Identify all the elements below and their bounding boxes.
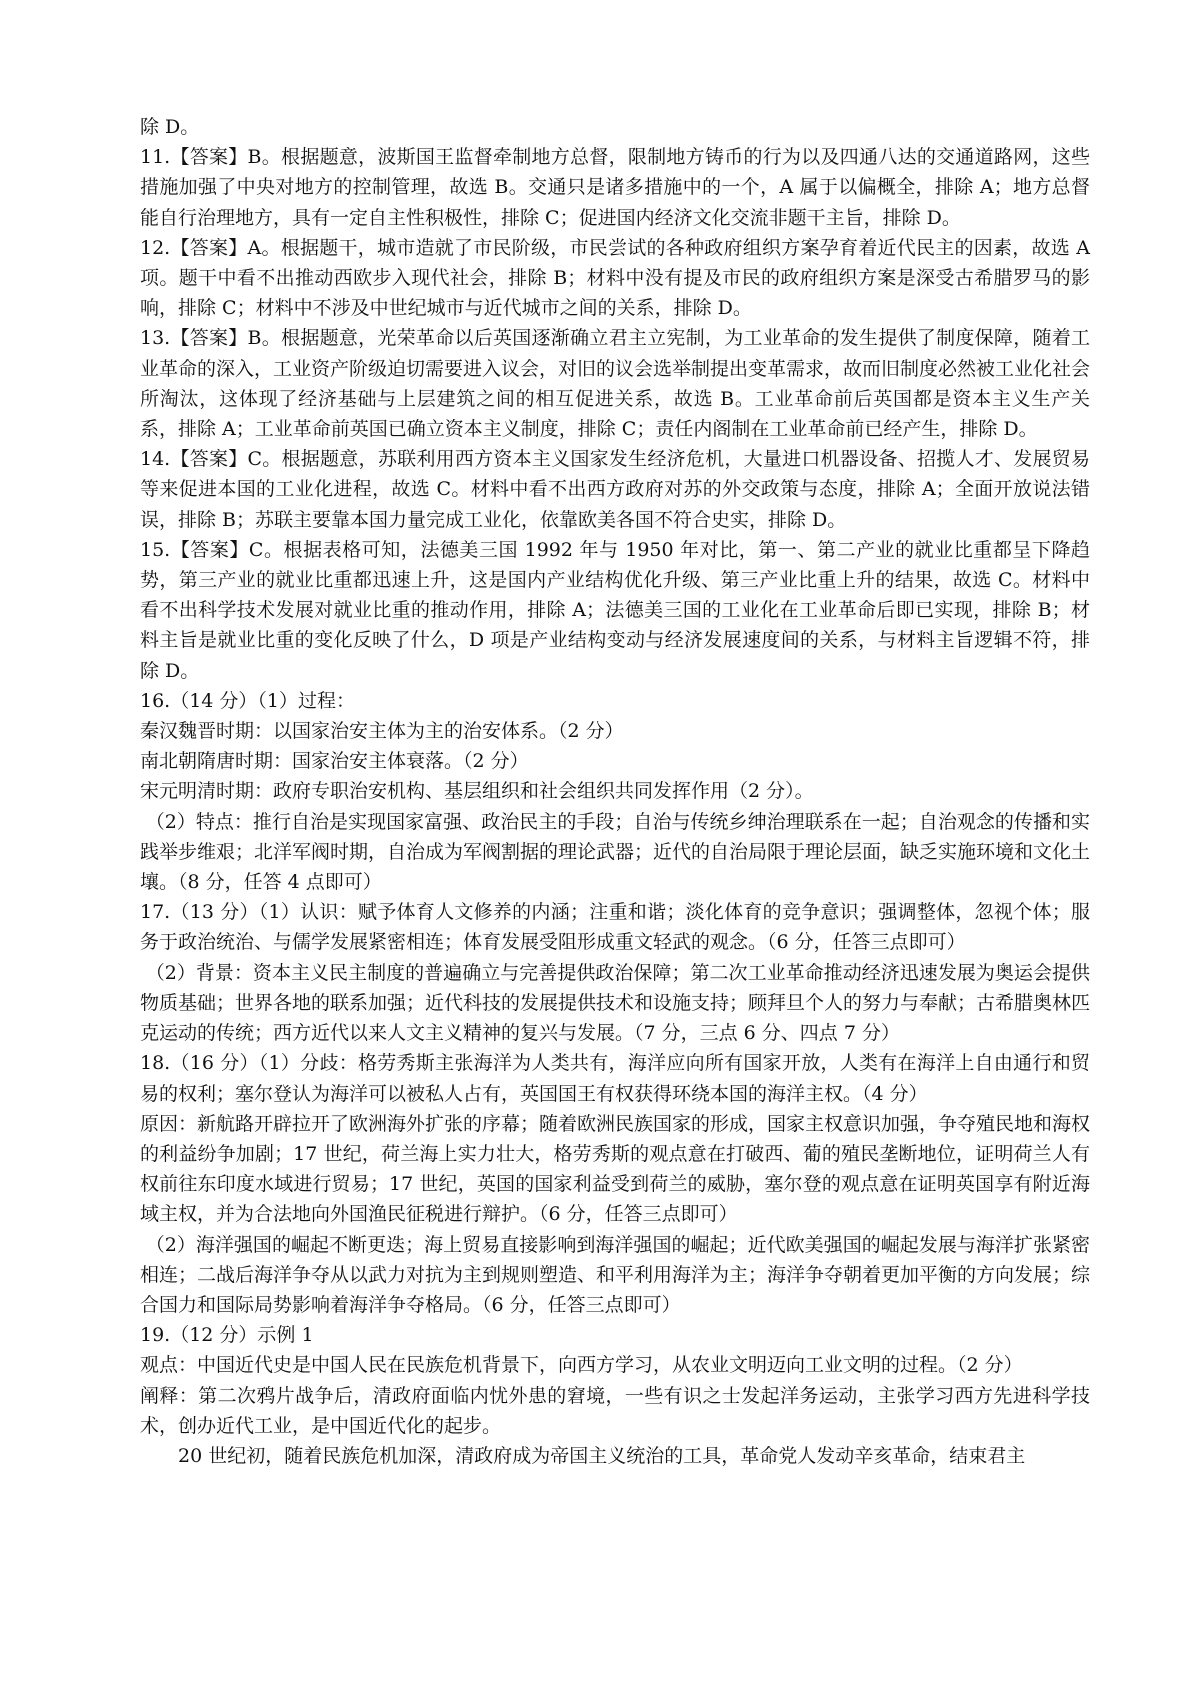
answer-13: 13.【答案】B。根据题意，光荣革命以后英国逐渐确立君主立宪制，为工业革命的发生提供了制度保障，随着工业革命的深入，工业资产阶级迫切需要进入议会，对旧的议会选举制提出变革需求，故而旧制度必然被工业化社会所淘汰，这体现了经济基础与上层建筑之间的相互促进关系，故选 B。工业革命前后英国都是资本主义生产关系，排除 A；工业革命前英国已确立资本主义制度，排除 C；责任内阁制在工业革命前已经产生，排除 D。 — [140, 327, 1091, 441]
answer-17-part1: 17.（13 分）（1）认识：赋予体育人文修养的内涵；注重和谐；淡化体育的竞争意识；强调整体，忽视个体；服务于政治统治、与儒学发展紧密相连；体育发展受阻形成重文轻武的观念。（6 分，任答三点即可） — [140, 901, 1090, 954]
answer-18-reasons: 原因：新航路开辟拉开了欧洲海外扩张的序幕；随着欧洲民族国家的形成，国家主权意识加强，争夺殖民地和海权的利益纷争加剧；17 世纪，荷兰海上实力壮大，格劳秀斯的观点意在打破西、葡的殖民垄断地位，证明荷兰人有权前往东印度水域进行贸易；17 世纪，英国的国家利益受到荷兰的威胁，塞尔登的观点意在证明英国享有附近海域主权，并为合法地向外国渔民征税进行辩护。（6 分，任答三点即可） — [140, 1112, 1091, 1226]
answer-11: 11.【答案】B。根据题意，波斯国王监督牵制地方总督，限制地方铸币的行为以及四通八达的交通道路网，这些措施加强了中央对地方的控制管理，故选 B。交通只是诸多措施中的一个，A 属于以偏概全，排除 A；地方总督能自行治理地方，具有一定自主性积极性，排除 C；促进国内经济文化交流非题干主旨，排除 D。 — [140, 146, 1090, 229]
answer-16-heading: 16.（14 分）（1）过程： — [140, 689, 356, 712]
answer-15: 15.【答案】C。根据表格可知，法德美三国 1992 年与 1950 年对比，第一、第二产业的就业比重都呈下降趋势，第三产业的就业比重都迅速上升，这是国内产业结构优化升级、第三产业比重上升的结果，故选 C。材料中看不出科学技术发展对就业比重的推动作用，排除 A；法德美三国的工业化在工业革命后即已实现，排除 B；材料主旨是就业比重的变化反映了什么，D 项是产业结构变动与经济发展速度间的关系，与材料主旨逻辑不符，排除 D。 — [140, 538, 1090, 682]
answer-16-nanbei: 南北朝隋唐时期：国家治安主体衰落。（2 分） — [140, 750, 529, 773]
answer-19-heading: 19.（12 分）示例 1 — [140, 1324, 314, 1347]
answer-12: 12.【答案】A。根据题干，城市造就了市民阶级，市民尝试的各种政府组织方案孕育着近代民主的因素，故选 A 项。题干中看不出推动西欧步入现代社会，排除 B；材料中没有提及市民的政府组织方案是深受古希腊罗马的影响，排除 C；材料中不涉及中世纪城市与近代城市之间的关系，排除 D。 — [140, 236, 1090, 320]
answer-17-part2: （2）背景：资本主义民主制度的普遍确立与完善提供政治保障；第二次工业革命推动经济迅速发展为奥运会提供物质基础；世界各地的联系加强；近代科技的发展提供技术和设施支持；顾拜旦个人的努力与奉献；古希腊奥林匹克运动的传统；西方近代以来人文主义精神的复兴与发展。（7 分，三点 6 分、四点 7 分） — [140, 961, 1091, 1045]
answer-19-explanation: 阐释：第二次鸦片战争后，清政府面临内忧外患的窘境，一些有识之士发起洋务运动，主张学习西方先进科学技术，创办近代工业，是中国近代化的起步。 — [140, 1384, 1090, 1437]
answer-16-qin-han: 秦汉魏晋时期：以国家治安主体为主的治安体系。（2 分） — [140, 720, 624, 743]
answer-14: 14.【答案】C。根据题意，苏联利用西方资本主义国家发生经济危机，大量进口机器设备、招揽人才、发展贸易等来促进本国的工业化进程，故选 C。材料中看不出西方政府对苏的外交政策与态度，排除 A；全面开放说法错误，排除 B；苏联主要靠本国力量完成工业化，依靠欧美各国不符合史实，排除 D。 — [140, 448, 1090, 531]
answer-16-part2: （2）特点：推行自治是实现国家富强、政治民主的手段；自治与传统乡绅治理联系在一起；自治观念的传播和实践举步维艰；北洋军阀时期，自治成为军阀割据的理论武器；近代的自治局限于理论层面，缺乏实施环境和文化土壤。（8 分，任答 4 点即可） — [140, 810, 1091, 894]
answer-19-viewpoint: 观点：中国近代史是中国人民在民族危机背景下，向西方学习，从农业文明迈向工业文明的过程。（2 分） — [140, 1354, 1023, 1377]
answer-18-part2: （2）海洋强国的崛起不断更迭；海上贸易直接影响到海洋强国的崛起；近代欧美强国的崛起发展与海洋扩张紧密相连；二战后海洋争夺从以武力对抗为主到规则塑造、和平利用海洋为主；海洋争夺朝着更加平衡的方向发展；综合国力和国际局势影响着海洋争夺格局。（6 分，任答三点即可） — [140, 1233, 1091, 1316]
answer-19-continuation: 20 世纪初，随着民族危机加深，清政府成为帝国主义统治的工具，革命党人发动辛亥革命，结束君主 — [178, 1444, 1026, 1467]
answer-key-page — [140, 112, 1090, 1471]
answer-18-part1: 18.（16 分）（1）分歧：格劳秀斯主张海洋为人类共有，海洋应向所有国家开放，人类有在海洋上自由通行和贸易的权利；塞尔登认为海洋可以被私人占有，英国国王有权获得环绕本国的海洋主权。（4 分） — [140, 1052, 1090, 1105]
paragraph-continuation: 除 D。 — [140, 116, 200, 138]
answer-16-song-yuan: 宋元明清时期：政府专职治安机构、基层组织和社会组织共同发挥作用（2 分）。 — [140, 780, 814, 803]
